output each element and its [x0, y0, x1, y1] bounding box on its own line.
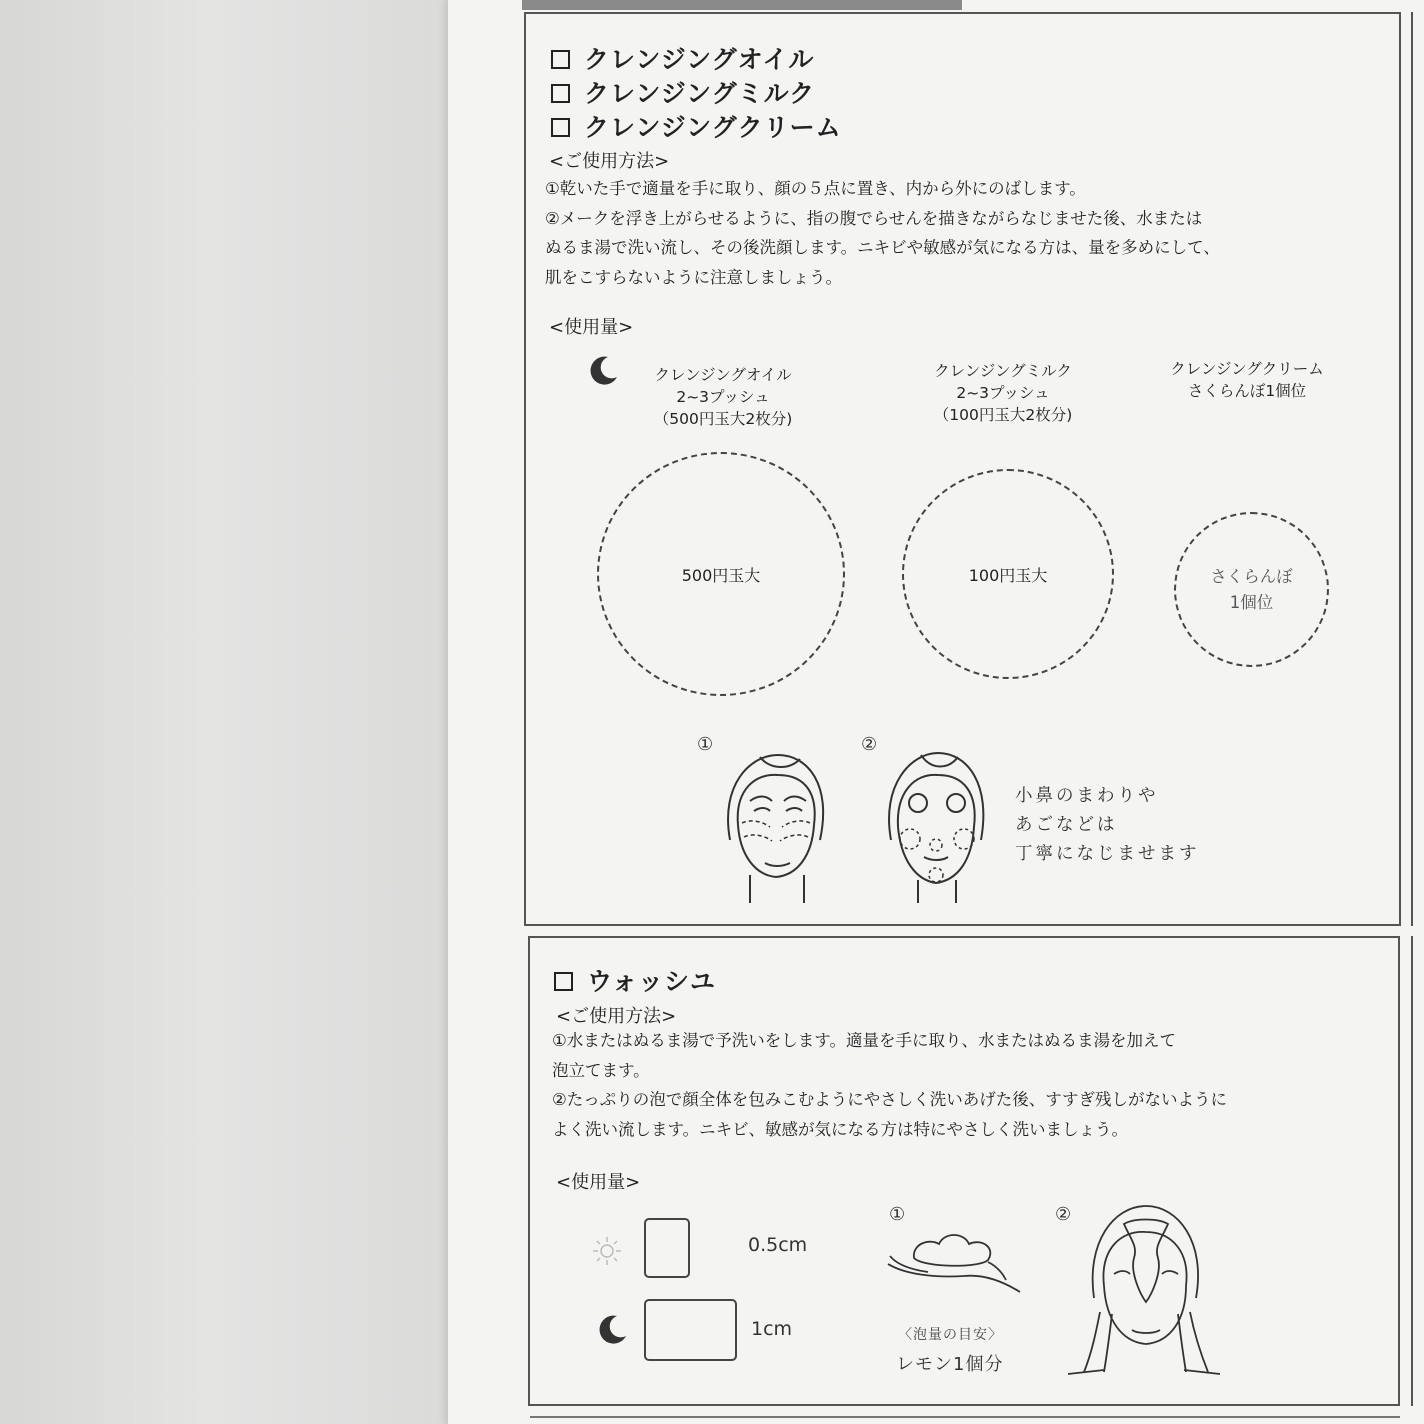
note-line: 小鼻のまわりや	[1015, 786, 1159, 806]
option-label: クレンジングクリーム	[584, 113, 842, 142]
circle-label: 1個位	[1229, 592, 1274, 612]
note-line: 丁寧になじませます	[1015, 844, 1200, 864]
product-name: クレンジングミルク	[934, 362, 1072, 380]
option-cleansing-cream[interactable]	[551, 108, 842, 144]
foam-amount: レモン1個分	[896, 1354, 1004, 1375]
morning-amount: 0.5cm	[748, 1234, 808, 1256]
foam-hand-illustration	[884, 1226, 1024, 1296]
checkbox-icon[interactable]	[554, 972, 573, 991]
usage-heading: <ご使用方法>	[556, 1006, 677, 1027]
product-amount: 2~3プッシュ	[956, 384, 1050, 402]
step-line: よく洗い流します。ニキビ、敏感が気になる方は特にやさしく洗いましょう。	[552, 1119, 1129, 1139]
circle-label: 100円玉大	[968, 565, 1048, 585]
step-line: ①乾いた手で適量を手に取り、顔の５点に置き、内から外にのばします。	[545, 179, 1086, 198]
product-detail: （100円玉大2枚分)	[933, 406, 1073, 424]
moon-icon	[586, 354, 620, 388]
step-marker-1: ①	[889, 1204, 906, 1225]
circle-label: さくらんぼ	[1210, 566, 1293, 586]
checkbox-icon[interactable]	[551, 50, 570, 69]
product-amount: 2~3プッシュ	[676, 388, 770, 406]
product-name: クレンジングオイル	[654, 366, 792, 384]
product-name: クレンジングクリーム	[1170, 360, 1324, 378]
next-section-edge	[530, 1416, 1400, 1418]
product-info-cream	[1137, 358, 1357, 402]
option-label: ウォッシユ	[587, 967, 717, 996]
step-line: ぬるま湯で洗い流し、その後洗顔します。ニキビや敏感が気になる方は、量を多めにして、	[545, 238, 1220, 257]
circle-label: 500円玉大	[681, 565, 761, 585]
step-line: ②メークを浮き上がらせるように、指の腹でらせんを描きながらなじませた後、水または	[545, 208, 1203, 228]
checkbox-icon[interactable]	[551, 118, 570, 137]
face-circles-illustration	[876, 745, 996, 905]
face-spread-illustration	[710, 745, 840, 905]
usage-heading: <ご使用方法>	[549, 151, 670, 172]
morning-amount-sample	[644, 1218, 690, 1278]
sun-icon	[590, 1234, 624, 1268]
checkbox-icon[interactable]	[551, 84, 570, 103]
step-line: 肌をこすらないように注意しましょう。	[545, 267, 842, 287]
night-amount-sample	[644, 1299, 737, 1361]
amount-heading: <使用量>	[549, 317, 634, 338]
step-marker-2: ②	[861, 734, 878, 755]
step-line: ②たっぷりの泡で顔全体を包みこむようにやさしく洗いあげた後、すすぎ残しがないように	[552, 1090, 1227, 1109]
step-marker-1: ①	[697, 734, 714, 755]
header-bar	[522, 0, 962, 10]
product-info-milk	[903, 360, 1103, 426]
moon-icon	[595, 1313, 629, 1347]
note-line: あごなどは	[1015, 815, 1118, 835]
option-wash[interactable]	[554, 962, 716, 998]
option-cleansing-oil[interactable]	[551, 40, 814, 76]
face-wash-illustration	[1064, 1202, 1224, 1378]
product-info-oil	[623, 364, 823, 430]
size-circle-100-yen	[902, 469, 1114, 679]
amount-heading: <使用量>	[556, 1172, 641, 1193]
adjacent-section-edge	[1411, 12, 1413, 926]
option-label: クレンジングオイル	[584, 45, 815, 74]
step-line: 泡立てます。	[552, 1060, 650, 1080]
option-cleansing-milk[interactable]	[551, 74, 815, 110]
size-circle-cherry	[1174, 512, 1329, 667]
size-circle-500-yen	[597, 452, 845, 696]
table-surface	[0, 0, 460, 1424]
step-marker-2: ②	[1055, 1204, 1072, 1225]
usage-steps	[545, 174, 1220, 292]
night-amount: 1cm	[751, 1318, 793, 1340]
product-detail: （500円玉大2枚分)	[653, 410, 793, 428]
step-line: ①水またはぬるま湯で予洗いをします。適量を手に取り、水またはぬるま湯を加えて	[552, 1031, 1176, 1050]
option-label: クレンジングミルク	[584, 79, 816, 108]
adjacent-section-edge	[1411, 936, 1413, 1406]
technique-note	[1015, 782, 1200, 869]
foam-caption: 〈泡量の目安〉	[898, 1327, 1003, 1343]
usage-steps	[552, 1026, 1227, 1144]
product-amount: さくらんぼ1個位	[1187, 382, 1307, 400]
